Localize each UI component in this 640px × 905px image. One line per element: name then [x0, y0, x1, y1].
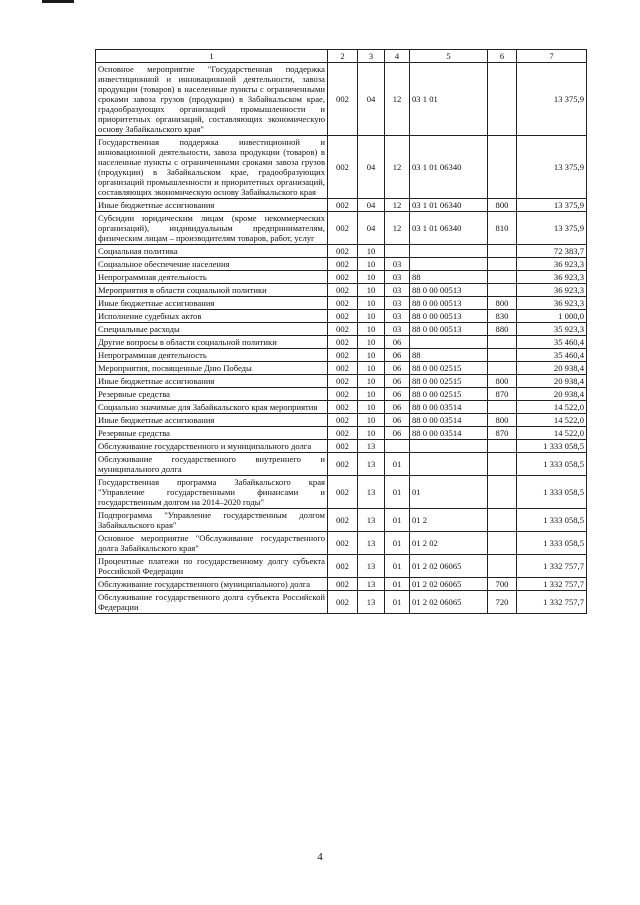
cell-amount: 72 383,7 — [517, 245, 587, 258]
table-row — [96, 212, 587, 245]
col-header: 4 — [385, 50, 410, 63]
cell-subsection: 06 — [385, 349, 410, 362]
cell-ministry: 002 — [328, 401, 358, 414]
row-name-cell: Обслуживание государственного долга субъекта Российской Федерации — [96, 591, 328, 614]
cell-expense-type: 700 — [488, 578, 517, 591]
cell-amount: 36 923,3 — [517, 258, 587, 271]
cell-expense-type: 870 — [488, 388, 517, 401]
cell-ministry: 002 — [328, 297, 358, 310]
cell-target-article: 03 1 01 — [410, 63, 488, 136]
cell-subsection: 01 — [385, 453, 410, 476]
table-row — [96, 532, 587, 555]
cell-expense-type — [488, 245, 517, 258]
cell-expense-type — [488, 401, 517, 414]
cell-target-article: 88 0 00 03514 — [410, 414, 488, 427]
cell-ministry: 002 — [328, 284, 358, 297]
cell-subsection: 01 — [385, 509, 410, 532]
cell-section: 10 — [358, 349, 385, 362]
cell-subsection: 01 — [385, 555, 410, 578]
row-name-cell: Иные бюджетные ассигнования — [96, 414, 328, 427]
cell-expense-type: 800 — [488, 414, 517, 427]
table-row — [96, 578, 587, 591]
cell-ministry: 002 — [328, 591, 358, 614]
table-row — [96, 63, 587, 136]
table-row — [96, 440, 587, 453]
cell-subsection: 03 — [385, 310, 410, 323]
row-name-cell: Специальные расходы — [96, 323, 328, 336]
table-row — [96, 271, 587, 284]
cell-target-article: 03 1 01 06340 — [410, 199, 488, 212]
row-name-cell: Субсидии юридическим лицам (кроме некоммерческих организаций), индивидуальным предпринимателям, физическим лицам – производителям товаров, работ, услуг — [96, 212, 328, 245]
cell-section: 10 — [358, 245, 385, 258]
cell-expense-type — [488, 258, 517, 271]
table-row — [96, 349, 587, 362]
col-header: 2 — [328, 50, 358, 63]
cell-target-article: 01 2 — [410, 509, 488, 532]
row-name-cell: Основное мероприятие "Государственная поддержка инвестиционной и инновационной деятельности, завоза продукции (товаров) в населенные пункты с ограниченными сроками завоза грузов (продукции) в Забайкальском крае, градообразующих организаций промышленности и приоритетных организаций, составляющих экономическую основу Забайкальского края" — [96, 63, 328, 136]
cell-amount: 35 460,4 — [517, 336, 587, 349]
row-name-cell: Социально значимые для Забайкальского края мероприятия — [96, 401, 328, 414]
col-header: 3 — [358, 50, 385, 63]
cell-subsection: 03 — [385, 323, 410, 336]
cell-ministry: 002 — [328, 453, 358, 476]
cell-subsection: 03 — [385, 297, 410, 310]
cell-ministry: 002 — [328, 271, 358, 284]
row-name-cell: Государственная поддержка инвестиционной и инновационной деятельности, завоза продукции (товаров) в населенные пункты с ограниченными сроками завоза грузов (продукции) в Забайкальском крае, градообразующих организаций промышленности и приоритетных организаций, составляющих экономическую основу Забайкальского края — [96, 136, 328, 199]
table-row — [96, 310, 587, 323]
row-name-cell: Мероприятия, посвященные Дню Победы — [96, 362, 328, 375]
cell-subsection: 12 — [385, 199, 410, 212]
scan-corner-mark — [42, 0, 74, 3]
table-row — [96, 401, 587, 414]
cell-expense-type: 800 — [488, 297, 517, 310]
cell-amount: 1 333 058,5 — [517, 509, 587, 532]
row-name-cell: Иные бюджетные ассигнования — [96, 199, 328, 212]
cell-expense-type: 830 — [488, 310, 517, 323]
cell-section: 10 — [358, 284, 385, 297]
cell-section: 04 — [358, 136, 385, 199]
cell-amount: 1 333 058,5 — [517, 476, 587, 509]
cell-section: 13 — [358, 440, 385, 453]
cell-target-article: 88 0 00 00513 — [410, 284, 488, 297]
col-header: 5 — [410, 50, 488, 63]
cell-subsection: 01 — [385, 476, 410, 509]
cell-section: 13 — [358, 578, 385, 591]
row-name-cell: Обслуживание государственного внутреннего и муниципального долга — [96, 453, 328, 476]
cell-target-article: 88 — [410, 271, 488, 284]
cell-subsection: 06 — [385, 427, 410, 440]
cell-target-article: 88 0 00 03514 — [410, 401, 488, 414]
cell-subsection: 06 — [385, 336, 410, 349]
cell-ministry: 002 — [328, 555, 358, 578]
cell-amount: 13 375,9 — [517, 136, 587, 199]
row-name-cell: Государственная программа Забайкальского края "Управление государственными финансами и государственным долгом на 2014–2020 годы" — [96, 476, 328, 509]
cell-subsection: 03 — [385, 271, 410, 284]
row-name-cell: Основное мероприятие "Обслуживание государственного долга Забайкальского края" — [96, 532, 328, 555]
cell-section: 10 — [358, 258, 385, 271]
cell-ministry: 002 — [328, 388, 358, 401]
row-name-cell: Непрограммная деятельность — [96, 271, 328, 284]
cell-target-article: 03 1 01 06340 — [410, 212, 488, 245]
cell-subsection: 12 — [385, 212, 410, 245]
row-name-cell: Резервные средства — [96, 388, 328, 401]
cell-target-article — [410, 245, 488, 258]
cell-ministry: 002 — [328, 336, 358, 349]
row-name-cell: Процентные платежи по государственному долгу субъекта Российской Федерации — [96, 555, 328, 578]
table-row — [96, 453, 587, 476]
table-row — [96, 323, 587, 336]
table-row — [96, 284, 587, 297]
cell-amount: 1 000,0 — [517, 310, 587, 323]
cell-amount: 35 923,3 — [517, 323, 587, 336]
table-row — [96, 336, 587, 349]
cell-expense-type: 810 — [488, 212, 517, 245]
cell-target-article: 01 2 02 — [410, 532, 488, 555]
row-name-cell: Обслуживание государственного (муниципального) долга — [96, 578, 328, 591]
cell-section: 13 — [358, 555, 385, 578]
cell-amount: 1 333 058,5 — [517, 532, 587, 555]
cell-expense-type: 800 — [488, 199, 517, 212]
cell-section: 10 — [358, 297, 385, 310]
cell-expense-type — [488, 509, 517, 532]
table-row — [96, 258, 587, 271]
row-name-cell: Другие вопросы в области социальной политики — [96, 336, 328, 349]
cell-ministry: 002 — [328, 245, 358, 258]
cell-ministry: 002 — [328, 63, 358, 136]
cell-target-article: 88 0 00 03514 — [410, 427, 488, 440]
cell-amount: 1 333 058,5 — [517, 440, 587, 453]
cell-target-article: 01 — [410, 476, 488, 509]
cell-expense-type — [488, 271, 517, 284]
cell-subsection — [385, 440, 410, 453]
col-header: 7 — [517, 50, 587, 63]
cell-subsection: 06 — [385, 414, 410, 427]
row-name-cell: Социальное обеспечение населения — [96, 258, 328, 271]
cell-expense-type — [488, 284, 517, 297]
row-name-cell: Подпрограмма "Управление государственным долгом Забайкальского края" — [96, 509, 328, 532]
cell-amount: 1 332 757,7 — [517, 555, 587, 578]
cell-amount: 20 938,4 — [517, 362, 587, 375]
cell-amount: 36 923,3 — [517, 271, 587, 284]
cell-target-article — [410, 336, 488, 349]
cell-ministry: 002 — [328, 212, 358, 245]
cell-ministry: 002 — [328, 532, 358, 555]
cell-subsection: 12 — [385, 63, 410, 136]
table-row — [96, 509, 587, 532]
cell-target-article: 01 2 02 06065 — [410, 555, 488, 578]
cell-section: 13 — [358, 453, 385, 476]
cell-target-article — [410, 258, 488, 271]
cell-section: 10 — [358, 271, 385, 284]
cell-target-article: 88 0 00 00513 — [410, 310, 488, 323]
row-name-cell: Иные бюджетные ассигнования — [96, 297, 328, 310]
cell-subsection: 01 — [385, 578, 410, 591]
cell-ministry: 002 — [328, 199, 358, 212]
cell-section: 10 — [358, 414, 385, 427]
cell-expense-type — [488, 532, 517, 555]
cell-target-article: 88 0 00 00513 — [410, 297, 488, 310]
cell-section: 10 — [358, 310, 385, 323]
cell-target-article: 01 2 02 06065 — [410, 578, 488, 591]
cell-amount: 36 923,3 — [517, 297, 587, 310]
cell-section: 04 — [358, 212, 385, 245]
row-name-cell: Исполнение судебных актов — [96, 310, 328, 323]
cell-expense-type — [488, 136, 517, 199]
row-name-cell: Обслуживание государственного и муниципального долга — [96, 440, 328, 453]
row-name-cell: Резервные средства — [96, 427, 328, 440]
cell-section: 10 — [358, 323, 385, 336]
cell-section: 04 — [358, 199, 385, 212]
table-row — [96, 427, 587, 440]
cell-amount: 35 460,4 — [517, 349, 587, 362]
cell-ministry: 002 — [328, 349, 358, 362]
table-row — [96, 414, 587, 427]
table-row — [96, 297, 587, 310]
table-row — [96, 199, 587, 212]
cell-ministry: 002 — [328, 310, 358, 323]
cell-section: 10 — [358, 388, 385, 401]
cell-target-article: 03 1 01 06340 — [410, 136, 488, 199]
cell-amount: 20 938,4 — [517, 375, 587, 388]
cell-ministry: 002 — [328, 414, 358, 427]
cell-ministry: 002 — [328, 427, 358, 440]
cell-amount: 14 522,0 — [517, 414, 587, 427]
cell-target-article: 88 0 00 02515 — [410, 362, 488, 375]
cell-section: 10 — [358, 336, 385, 349]
cell-target-article: 88 0 00 02515 — [410, 375, 488, 388]
table-header-row — [96, 50, 587, 63]
cell-amount: 13 375,9 — [517, 212, 587, 245]
cell-section: 10 — [358, 401, 385, 414]
cell-subsection — [385, 245, 410, 258]
cell-ministry: 002 — [328, 440, 358, 453]
cell-amount: 20 938,4 — [517, 388, 587, 401]
page-number: 4 — [317, 851, 323, 863]
col-header: 6 — [488, 50, 517, 63]
cell-expense-type — [488, 476, 517, 509]
cell-target-article — [410, 440, 488, 453]
cell-section: 13 — [358, 509, 385, 532]
cell-section: 04 — [358, 63, 385, 136]
cell-expense-type — [488, 453, 517, 476]
cell-ministry: 002 — [328, 476, 358, 509]
cell-ministry: 002 — [328, 258, 358, 271]
cell-section: 13 — [358, 532, 385, 555]
cell-ministry: 002 — [328, 362, 358, 375]
row-name-cell: Непрограммная деятельность — [96, 349, 328, 362]
cell-amount: 14 522,0 — [517, 427, 587, 440]
cell-subsection: 01 — [385, 532, 410, 555]
cell-amount: 14 522,0 — [517, 401, 587, 414]
cell-amount: 13 375,9 — [517, 199, 587, 212]
cell-amount: 1 333 058,5 — [517, 453, 587, 476]
cell-section: 13 — [358, 591, 385, 614]
cell-subsection: 03 — [385, 258, 410, 271]
table-row — [96, 555, 587, 578]
cell-target-article: 88 — [410, 349, 488, 362]
cell-subsection: 06 — [385, 362, 410, 375]
table-body — [96, 63, 587, 614]
cell-ministry: 002 — [328, 375, 358, 388]
table-row — [96, 388, 587, 401]
table-row — [96, 136, 587, 199]
cell-subsection: 12 — [385, 136, 410, 199]
cell-target-article — [410, 453, 488, 476]
cell-expense-type: 870 — [488, 427, 517, 440]
cell-section: 10 — [358, 427, 385, 440]
table-row — [96, 591, 587, 614]
cell-subsection: 03 — [385, 284, 410, 297]
cell-target-article: 01 2 02 06065 — [410, 591, 488, 614]
cell-target-article: 88 0 00 02515 — [410, 388, 488, 401]
table-row — [96, 375, 587, 388]
table-row — [96, 362, 587, 375]
cell-amount: 13 375,9 — [517, 63, 587, 136]
cell-subsection: 06 — [385, 388, 410, 401]
cell-subsection: 01 — [385, 591, 410, 614]
cell-ministry: 002 — [328, 578, 358, 591]
cell-ministry: 002 — [328, 136, 358, 199]
table-row — [96, 245, 587, 258]
cell-expense-type: 800 — [488, 375, 517, 388]
row-name-cell: Социальная политика — [96, 245, 328, 258]
cell-subsection: 06 — [385, 401, 410, 414]
cell-expense-type — [488, 336, 517, 349]
cell-section: 13 — [358, 476, 385, 509]
cell-ministry: 002 — [328, 509, 358, 532]
cell-subsection: 06 — [385, 375, 410, 388]
cell-expense-type — [488, 440, 517, 453]
cell-amount: 1 332 757,7 — [517, 591, 587, 614]
cell-expense-type — [488, 362, 517, 375]
cell-expense-type — [488, 555, 517, 578]
row-name-cell: Иные бюджетные ассигнования — [96, 375, 328, 388]
cell-ministry: 002 — [328, 323, 358, 336]
cell-target-article: 88 0 00 00513 — [410, 323, 488, 336]
cell-expense-type — [488, 349, 517, 362]
table-row — [96, 476, 587, 509]
cell-expense-type: 720 — [488, 591, 517, 614]
cell-section: 10 — [358, 375, 385, 388]
cell-expense-type — [488, 63, 517, 136]
cell-amount: 1 332 757,7 — [517, 578, 587, 591]
budget-table — [95, 49, 587, 614]
cell-expense-type: 880 — [488, 323, 517, 336]
col-header: 1 — [96, 50, 328, 63]
cell-amount: 36 923,3 — [517, 284, 587, 297]
cell-section: 10 — [358, 362, 385, 375]
row-name-cell: Мероприятия в области социальной политики — [96, 284, 328, 297]
